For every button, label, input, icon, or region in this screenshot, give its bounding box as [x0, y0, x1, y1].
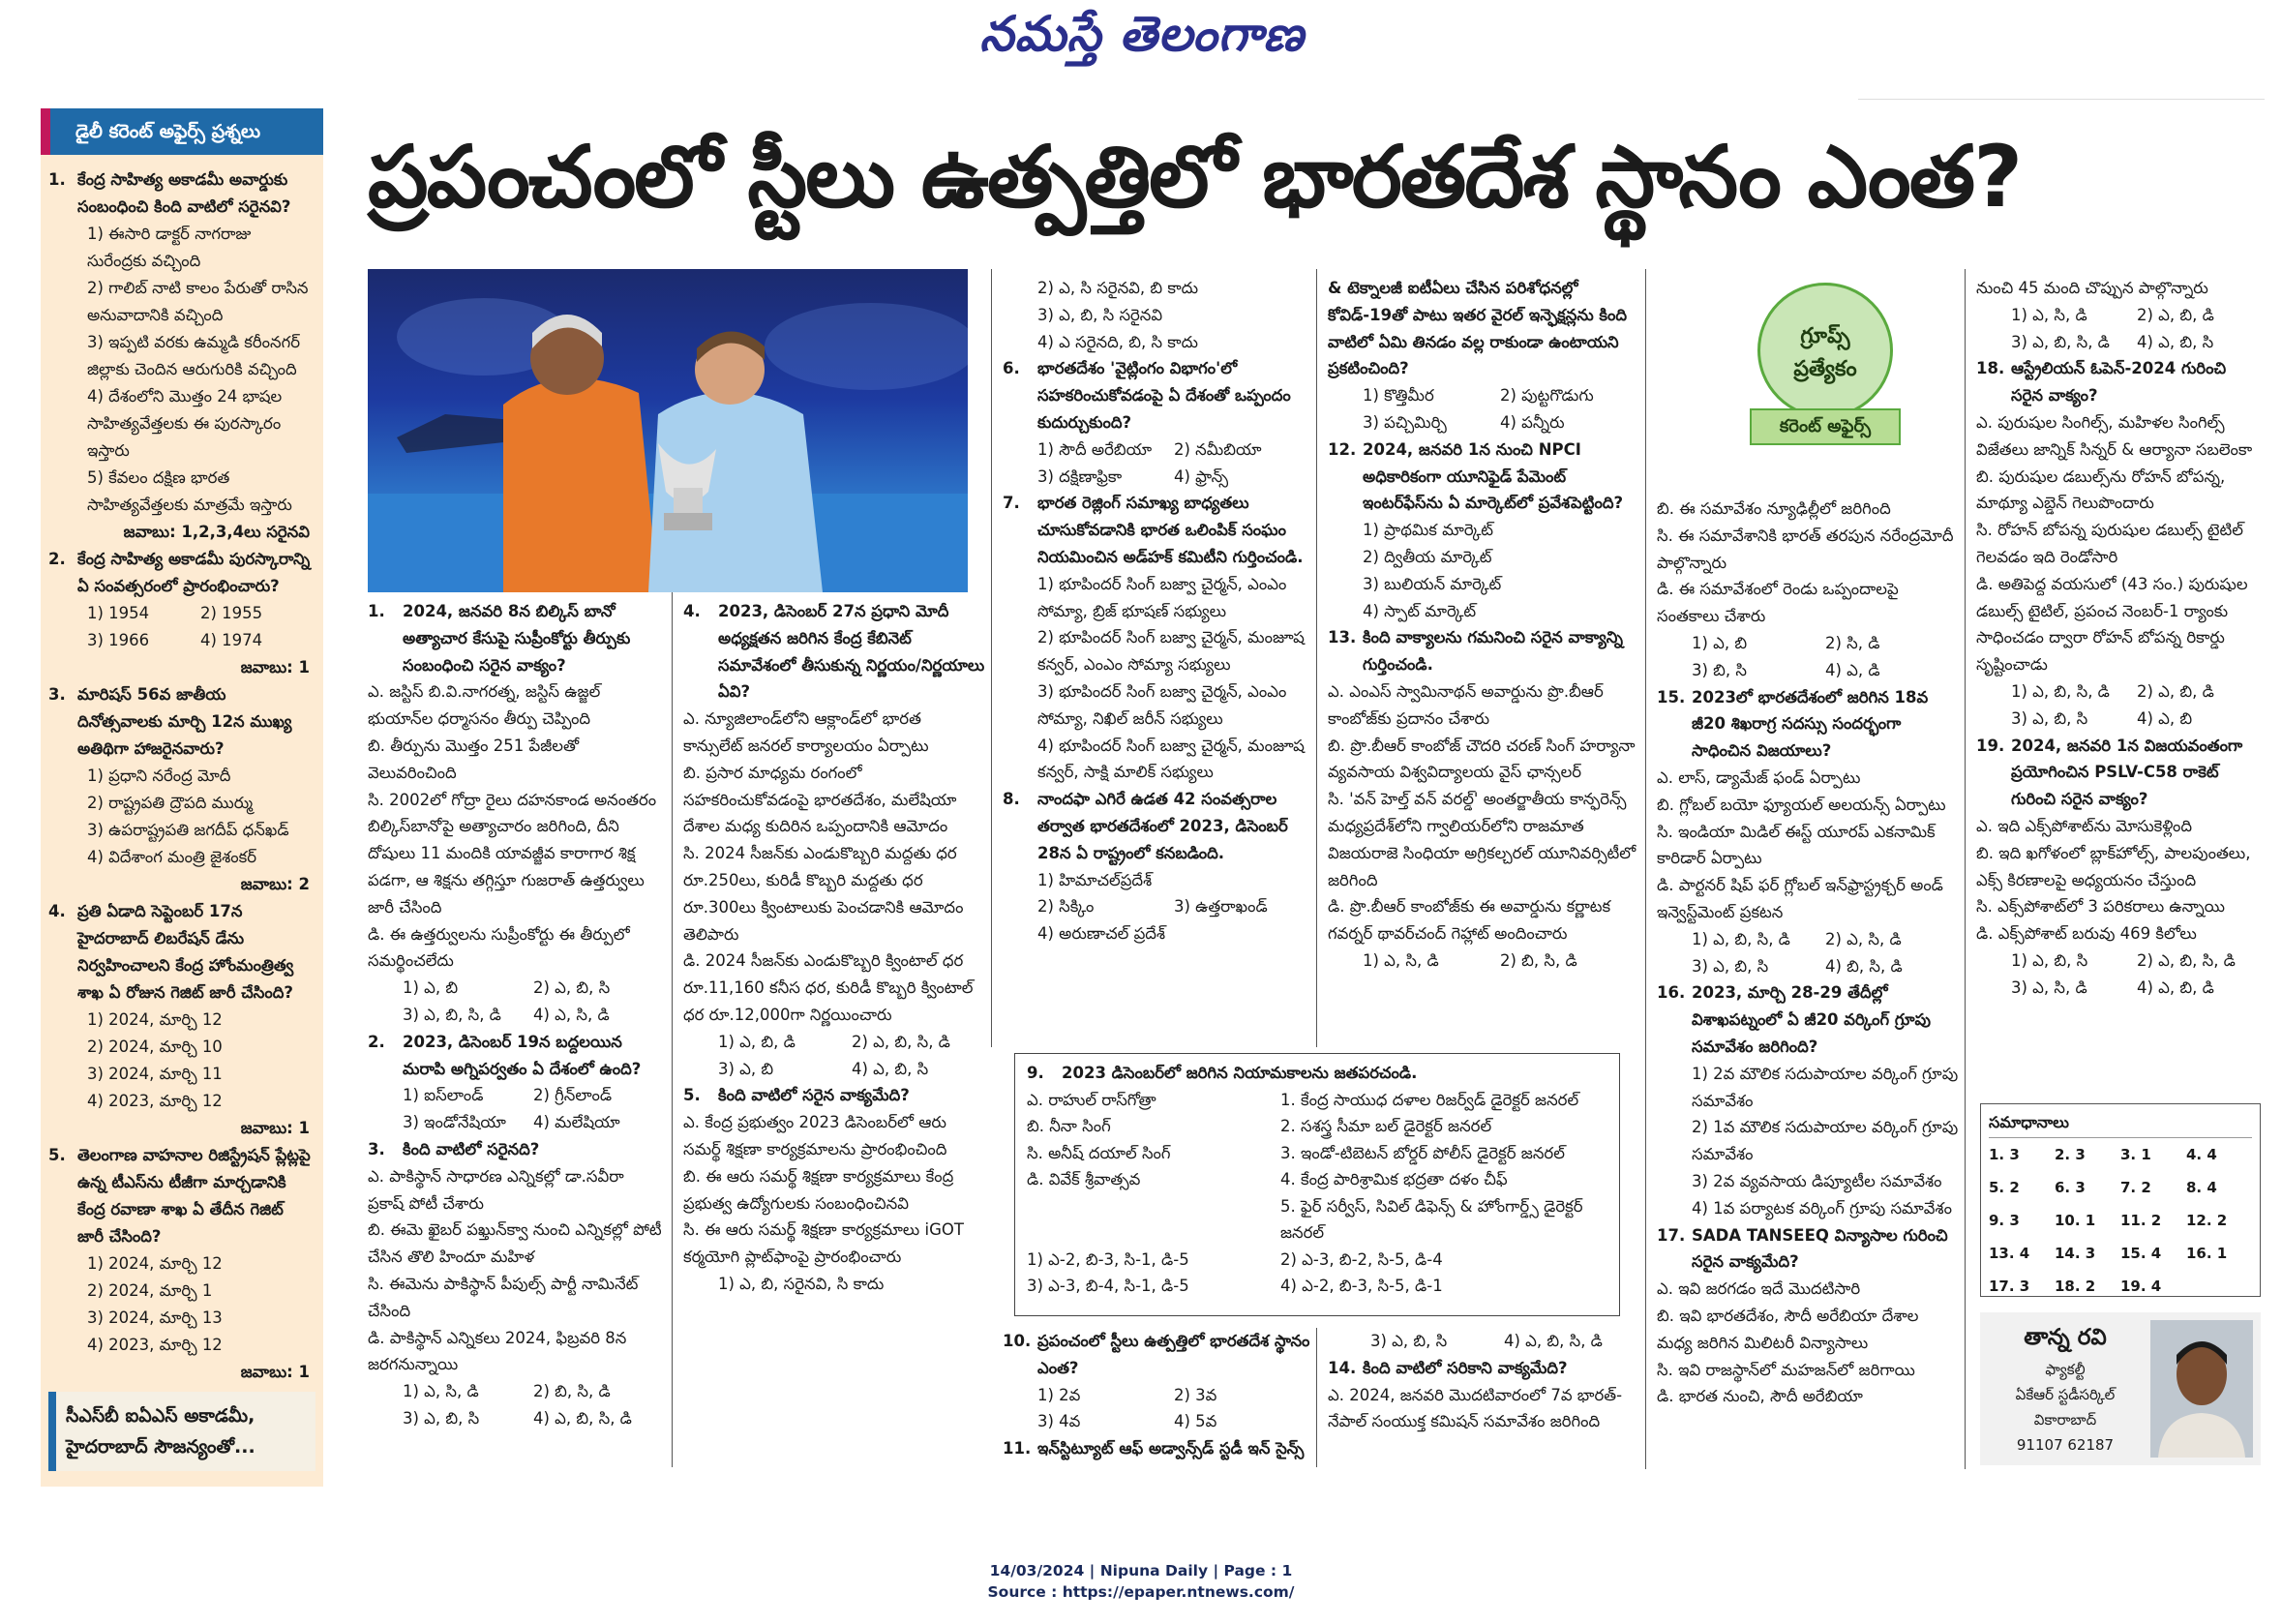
answer-item: 9. 3 [1989, 1212, 2020, 1229]
article-column: బి. ఈ సమావేశం న్యూఢిల్లీలో జరిగింది సి. ఈ సమావేశానికి భారత్ తరపున నరేంద్రమోదీ పాల్గొన్నారు డి. ఈ సమావేశంలో రెండు ఒప్పందాలపై సంతకాలు చేశారు 1) ఎ, బి 2) సి, డి 3) బి, సి 4) ఎ, డి 15. 2023లో భారతదేశంలో జరిగిన 18వ జీ20 శిఖరాగ్ర సదస్సు సందర్భంగా సాధించిన విజయాలు? ఎ. లాస్, డ్యామేజ్ ఫండ్ ఏర్పాటు బి. గ్లోబల్ బయో ఫ్యూయల్ అలయన్స్ ఏర్పాటు సి. ఇండియా మిడిల్ ఈస్ట్ యూరప్ ఎకనామిక్ కారిడార్ ఏర్పాటు డి. పార్టనర్ షిప్ ఫర్ గ్లోబల్ ఇన్‌ఫ్రాస్ట్రక్చర్ అండ్ ఇన్వెస్ట్‌మెంట్ ప్రకటన 1) ఎ, బి, సి, డి 2) ఎ, సి, డి 3) ఎ, బి, సి 4) బి, సి, డి 16. 2023, మార్చి 28-29 తేదీల్లో విశాఖపట్నంలో ఏ జీ20 వర్కింగ్ గ్రూపు సమావేశం జరిగింది? 1) 2వ మౌలిక సదుపాయాల వర్కింగ్ గ్రూపు సమావేశం 2) 1వ మౌలిక సదుపాయాల వర్కింగ్ గ్రూపు సమావేశం 3) 2వ వ్యవసాయ డిప్యూటీల సమావేశం 4) 1వ పర్యాటక వర్కింగ్ గ్రూపు సమావేశం 17. SADA TANSEEQ విన్యాసాల గురించి సరైన వాక్యమేది? ఎ. ఇవి జరగడం ఇదే మొదటిసారి బి. ఇవి భారతదేశం, సౌదీ అరేబియా దేశాల మధ్య జరిగిన మిలిటరీ విన్యాసాలు సి. ఇవి రాజస్థాన్‌లో మహజన్‌లో జరిగాయి డి. భారత నుంచి, సౌదీ అరేబియా [1657, 499, 1959, 1406]
answer-item: 13. 4 [1989, 1245, 2030, 1262]
top-rule [1858, 99, 2265, 100]
sidebar-title: డైలీ కరెంట్ అఫైర్స్ ప్రశ్నలు [41, 108, 323, 155]
answer-item [2186, 1270, 2252, 1303]
footer-date-line: 14/03/2024 | Nipuna Daily | Page : 1 [989, 1562, 1293, 1579]
sidebar-credit [48, 1392, 315, 1471]
answer-item: 18. 2 [2055, 1278, 2096, 1295]
sidebar-question: 1. కేంద్ర సాహిత్య అకాడమీ అవార్డుకు సంబంధించి కింది వాటిలో సరైనవి? [48, 170, 291, 216]
answer-item: 17. 3 [1989, 1278, 2030, 1295]
author-box [1980, 1312, 2261, 1465]
article-column: 3) ఎ, బి, సి 4) ఎ, బి, సి, డి 14. కింది వాటిలో సరికాని వాక్యమేది? ఎ. 2024, జనవరి మొదటివారంలో 7వ భారత్-నేపాల్ సంయుక్త కమిషన్ సమావేశం జరిగింది [1328, 1332, 1623, 1431]
column-rule [1316, 269, 1317, 1047]
answer-item: 12. 2 [2186, 1212, 2228, 1229]
sidebar-daily-questions [41, 108, 323, 1487]
sidebar-question-list: 1. కేంద్ర సాహిత్య అకాడమీ అవార్డుకు సంబంధించి కింది వాటిలో సరైనవి? 1) ఈసారి డాక్టర్ నాగరాజు సురేంద్రకు వచ్చింది 2) గాలిబ్ నాటి కాలం పేరుతో రాసిన అనువాదానికి వచ్చింది 3) ఇప్పటి వరకు ఉమ్మడి కరీంనగర్ జిల్లాకు చెందిన ఆరుగురికి వచ్చింది 4) దేశంలోని మొత్తం 24 భాషల సాహిత్యవేత్తలకు ఈ పురస్కారం ఇస్తారు 5) కేవలం దక్షిణ భారత సాహిత్యవేత్తలకు మాత్రమే ఇస్తారు జవాబు: 1,2,3,4లు సరైనవి 2. కేంద్ర సాహిత్య అకాడమీ పురస్కారాన్ని ఏ సంవత్సరంలో ప్రారంభించారు? 1) 1954 2) 1955 3) 1966 4) 1974 జవాబు: 1 3. మారిషస్ 56వ జాతీయ దినోత్సవాలకు మార్చి 12న ముఖ్య అతిథిగా హాజరైనవారు? 1) ప్రధాని నరేంద్ర మోదీ 2) రాష్ట్రపతి ద్రౌపది ముర్ము 3) ఉపరాష్ట్రపతి జగదీప్ ధన్‌ఖడ్ 4) విదేశాంగ మంత్రి జైశంకర్ జవాబు: 2 4. ప్రతి ఏడాది సెప్టెంబర్ 17న హైదరాబాద్ లిబరేషన్ డేను నిర్వహించాలని కేంద్ర హోంమంత్రిత్వ శాఖ ఏ రోజున గెజిట్ జారీ చేసింది? 1) 2024, మార్చి 12 2) 2024, మార్చి 10 3) 2024, మార్చి 11 4) 2023, మార్చి 12 జవాబు: 1 5. తెలంగాణ వాహనాల రిజిస్ట్రేషన్ ప్లేట్లపై ఉన్న టీఎస్‌ను టీజీగా మార్చడానికి కేంద్ర రవాణా శాఖ ఏ తేదీన గెజిట్ జారీ చేసింది? 1) 2024, మార్చి 12 2) 2024, మార్చి 1 3) 2024, మార్చి 13 4) 2023, మార్చి 12 జవాబు: 1 [41, 155, 323, 1386]
article-column: 4. 2023, డిసెంబర్ 27న ప్రధాని మోదీ అధ్యక్షతన జరిగిన కేంద్ర కేబినెట్ సమావేశంలో తీసుకున్న నిర్ణయం/నిర్ణయాలు ఏవి? ఎ. న్యూజిలాండ్‌లోని ఆక్లాండ్‌లో భారత కాన్సులేట్ జనరల్ కార్యాలయం ఏర్పాటు బి. ప్రసార మాధ్యమ రంగంలో సహకరించుకోవడంపై భారతదేశం, మలేషియా దేశాల మధ్య కుదిరిన ఒప్పందానికి ఆమోదం సి. 2024 సీజన్‌కు ఎండుకొబ్బరి మద్దతు ధర రూ.250లు, కురిడీ కొబ్బరి మద్దతు ధర రూ.300లు క్వింటాలుకు పెంచడానికి ఆమోదం తెలిపారు డి. 2024 సీజన్‌కు ఎండుకొబ్బరి క్వింటాల్ ధర రూ.11,160 కనీస ధర, కురిడీ కొబ్బరి క్వింటాల్ ధర రూ.12,000గా నిర్ణయించారు 1) ఎ, బి, డి 2) ఎ, బి, సి, డి 3) ఎ, బి 4) ఎ, బి, సి 5. కింది వాటిలో సరైన వాక్యమేది? ఎ. కేంద్ర ప్రభుత్వం 2023 డిసెంబర్‌లో ఆరు సమర్థ్ శిక్షణా కార్యక్రమాలను ప్రారంభించింది బి. ఈ ఆరు సమర్థ్ శిక్షణా కార్యక్రమాలు కేంద్ర ప్రభుత్వ ఉద్యోగులకు సంబంధించినవి సి. ఈ ఆరు సమర్థ్ శిక్షణా కార్యక్రమాలు iGOT కర్మయోగి ప్లాట్‌ఫాంపై ప్రారంభించారు 1) ఎ, బి, సరైనవి, సి కాదు [683, 602, 985, 1293]
answer-item: 5. 2 [1989, 1179, 2020, 1196]
article-column: 10. ప్రపంచంలో స్టీలు ఉత్పత్తిలో భారతదేశ స్థానం ఎంత? 1) 2వ 2) 3వ 3) 4వ 4) 5వ 11. ఇన్‌స్టిట్యూట్ ఆఫ్ అడ్వాన్స్‌డ్ స్టడీ ఇన్ సైన్స్ [1003, 1332, 1310, 1459]
author-role: ఫ్యాకల్టీ [2045, 1361, 2086, 1378]
answer-item: 11. 2 [2120, 1212, 2162, 1229]
match-question-box: 9. 2023 డిసెంబర్‌లో జరిగిన నియామకాలను జతపరచండి. ఎ. రాహుల్ రాస్‌గోత్రా 1. కేంద్ర సాయుధ దళాల రిజర్వ్‌డ్ డైరెక్టర్ జనరల్ బి. నీనా సింగ్ 2. సశస్త్ర సీమా బల్ డైరెక్టర్ జనరల్ సి. అనీష్ దయాల్ సింగ్ 3. ఇండో-టిబెటన్ బోర్డర్ పోలీస్ డైరెక్టర్ జనరల్ డి. వివేక్ శ్రీవాత్సవ 4. కేంద్ర పారిశ్రామిక భద్రతా దళం చీఫ్ 5. ఫైర్ సర్వీస్, సివిల్ డిఫెన్స్ & హోంగార్డ్స్ డైరెక్టర్ జనరల్ 1) ఎ-2, బి-3, సి-1, డి-5 2) ఎ-3, బి-2, సి-5, డి-4 3) ఎ-3, బి-4, సి-1, డి-5 4) ఎ-2, బి-3, సి-5, డి-1 [1014, 1053, 1620, 1316]
sidebar-question: 2. కేంద్ర సాహిత్య అకాడమీ పురస్కారాన్ని ఏ సంవత్సరంలో ప్రారంభించారు? [48, 550, 311, 595]
article-column: 2) ఎ, సి సరైనవి, బి కాదు 3) ఎ, బి, సి సరైనవి 4) ఎ సరైనది, బి, సి కాదు 6. భారతదేశం 'వైట్లింగం విభాగం'లో సహకరించుకోవడంపై ఏ దేశంతో ఒప్పందం కుదుర్చుకుంది? 1) సౌదీ అరేబియా 2) నమీబియా 3) దక్షిణాఫ్రికా 4) ఫ్రాన్స్ 7. భారత రెజ్లింగ్ సమాఖ్య బాధ్యతలు చూసుకోవడానికి భారత ఒలింపిక్ సంఘం నియమించిన అడ్‌హక్ కమిటీని గుర్తించండి. 1) భూపిందర్ సింగ్ బజ్వా చైర్మన్, ఎంఎం సోమ్యా, బ్రిజ్ భూషణ్ సభ్యులు 2) భూపిందర్ సింగ్ బజ్వా చైర్మన్, మంజూష కన్వర్, ఎంఎం సోమ్యా సభ్యులు 3) భూపిందర్ సింగ్ బజ్వా చైర్మన్, ఎంఎం సోమ్యా, నిఖిల్ జరీన్ సభ్యులు 4) భూపిందర్ సింగ్ బజ్వా చైర్మన్, మంజూష కన్వర్, సాక్షి మాలిక్ సభ్యులు 8. నాందఫా ఎగిరే ఉడత 42 సంవత్సరాల తర్వాత భారతదేశంలో 2023, డిసెంబర్ 28న ఏ రాష్ట్రంలో కనబడింది. 1) హిమాచల్‌ప్రదేశ్ 2) సిక్కిం 3) ఉత్తరాఖండ్ 4) అరుణాచల్ ప్రదేశ్ [1003, 279, 1305, 944]
article-column: & టెక్నాలజీ ఐటీఏలు చేసిన పరిశోధనల్లో కోవిడ్-19తో పాటు ఇతర వైరల్ ఇన్ఫెక్షన్లను కింది వాటిలో ఏమి తినడం వల్ల రాకుండా ఉంటాయని ప్రకటించింది? 1) కొత్తిమీర 2) పుట్టగొడుగు 3) పచ్చిమిర్చి 4) పన్నీరు 12. 2024, జనవరి 1న నుంచి NPCI అధికారికంగా యూనిఫైడ్ పేమెంట్ ఇంటర్‌ఫేస్‌ను ఏ మార్కెట్‌లో ప్రవేశపెట్టింది? 1) ప్రాథమిక మార్కెట్ 2) ద్వితీయ మార్కెట్ 3) బులియన్ మార్కెట్ 4) స్పాట్ మార్కెట్ 13. కింది వాక్యాలను గమనించి సరైన వాక్యాన్ని గుర్తించండి. ఎ. ఎంఎస్ స్వామినాథన్ అవార్డును ప్రొ.బీఆర్ కాంబోజ్‌కు ప్రదానం చేశారు బి. ప్రొ.బీఆర్ కాంబోజ్ చౌదరి చరణ్ సింగ్ హర్యానా వ్యవసాయ విశ్వవిద్యాలయ వైస్ ఛాన్సలర్ సి. 'వన్ హెల్త్ వన్ వరల్డ్' అంతర్జాతీయ కాన్ఫరెన్స్ మధ్యప్రదేశ్‌లోని గ్వాలియర్‌లోని రాజమాత విజయరాజె సింధియా అగ్రికల్చరల్ యూనివర్సిటీలో జరిగింది డి. ప్రొ.బీఆర్ కాంబోజ్‌కు ఈ అవార్డును కర్ణాటక గవర్నర్ థావర్‌చంద్ గెహ్లాట్ అందించారు 1) ఎ, సి, డి 2) బి, సి, డి [1328, 279, 1636, 970]
author-name: తాన్న రవి [2024, 1325, 2107, 1350]
author-photo [2150, 1320, 2253, 1458]
answer-item: 15. 4 [2120, 1245, 2162, 1262]
author-phone: 91107 62187 [2016, 1436, 2115, 1454]
answer-item: 3. 1 [2120, 1146, 2151, 1163]
column-rule [672, 592, 673, 1467]
answer-item: 16. 1 [2186, 1245, 2228, 1262]
badge-ribbon: కరెంట్ అఫైర్స్ [1750, 408, 1901, 445]
page-footer [0, 1560, 2282, 1603]
sidebar-question: 5. తెలంగాణ వాహనాల రిజిస్ట్రేషన్ ప్లేట్లపై ఉన్న టీఎస్‌ను టీజీగా మార్చడానికి కేంద్ర రవాణా శాఖ ఏ తేదీన గెజిట్ జారీ చేసింది? [48, 1146, 311, 1246]
answer-item: 14. 3 [2055, 1245, 2096, 1262]
answer-item: 2. 3 [2055, 1146, 2086, 1163]
group-special-badge [1750, 283, 1901, 457]
column-rule [1316, 1328, 1317, 1467]
column-rule [1645, 269, 1646, 1469]
answers-grid [1989, 1138, 2252, 1303]
answer-item: 6. 3 [2055, 1179, 2086, 1196]
sidebar-question: 4. ప్రతి ఏడాది సెప్టెంబర్ 17న హైదరాబాద్ లిబరేషన్ డేను నిర్వహించాలని కేంద్ర హోంమంత్రిత్వ శాఖ ఏ రోజున గెజిట్ జారీ చేసింది? [48, 902, 294, 1002]
tennis-trophy-photo [368, 269, 968, 592]
credit-line: సీఎస్‌బీ ఐఏఎస్ అకాడమీ, [66, 1405, 255, 1427]
column-rule [1965, 269, 1966, 1469]
credit-line: హైదరాబాద్ సౌజన్యంతో... [66, 1436, 255, 1458]
answers-box [1980, 1103, 2261, 1297]
answer-item: 10. 1 [2055, 1212, 2096, 1229]
article-column: నుంచి 45 మంది చొప్పున పాల్గొన్నారు 1) ఎ, సి, డి 2) ఎ, బి, డి 3) ఎ, బి, సి, డి 4) ఎ, బి, సి 18. ఆస్ట్రేలియన్ ఓపెన్-2024 గురించి సరైన వాక్యం? ఎ. పురుషుల సింగిల్స్, మహిళల సింగిల్స్ విజేతలు జాన్నిక్ సిన్నర్ & ఆర్యానా సబలెంకా బి. పురుషుల డబుల్స్‌ను రోహన్ బోపన్న, మాథ్యూ ఎబ్డెన్ గెలుపొందారు సి. రోహన్ బోపన్న పురుషుల డబుల్స్ టైటిల్ గెలవడం ఇది రెండోసారి డి. అతిపెద్ద వయసులో (43 సం.) పురుషుల డబుల్స్ టైటిల్, ప్రపంచ నెంబర్-1 ర్యాంకు సాధించడం ద్వారా రోహన్ బోపన్న రికార్డు సృష్టించాడు 1) ఎ, బి, సి, డి 2) ఎ, బి, డి 3) ఎ, బి, సి 4) ఎ, బి 19. 2024, జనవరి 1న విజయవంతంగా ప్రయోగించిన PSLV-C58 రాకెట్ గురించి సరైన వాక్యం? ఎ. ఇది ఎక్స్‌పోశాట్‌ను మోసుకెళ్లింది బి. ఇది ఖగోళంలో బ్లాక్‌హోల్స్, పాలపుంతలు, ఎక్స్ కిరణాలపై అధ్యయనం చేస్తుంది సి. ఎక్స్‌పోశాట్‌లో 3 పరికరాలు ఉన్నాయి డి. ఎక్స్‌పోశాట్ బరువు 469 కిలోలు 1) ఎ, బి, సి 2) ఎ, బి, సి, డి 3) ఎ, సి, డి 4) ఎ, బి, డి [1976, 279, 2253, 997]
photo-illustration [368, 269, 968, 592]
answer-item: 1. 3 [1989, 1146, 2020, 1163]
answers-title: సమాధానాలు [1989, 1108, 2252, 1138]
footer-source-line: Source : https://epaper.ntnews.com/ [987, 1583, 1295, 1601]
article-column: 1. 2024, జనవరి 8న బిల్కిస్ బానో అత్యాచార కేసుపై సుప్రీంకోర్టు తీర్పుకు సంబంధించి సరైన వాక్యం? ఎ. జస్టిస్ బి.వి.నాగరత్న, జస్టిస్ ఉజ్జల్ భుయాన్‌ల ధర్మాసనం తీర్పు చెప్పింది బి. తీర్పును మొత్తం 251 పేజీలతో వెలువరించింది సి. 2002లో గోద్రా రైలు దహనకాండ అనంతరం బిల్కిస్‌బానోపై అత్యాచారం జరిగింది, దీని దోషులు 11 మందికి యావజ్జీవ కారాగార శిక్ష పడగా, ఆ శిక్షను తగ్గిస్తూ గుజరాత్ ఉత్తర్వులు జారీ చేసింది డి. ఈ ఉత్తర్వులను సుప్రీంకోర్టు ఈ తీర్పులో సమర్థించలేదు 1) ఎ, బి 2) ఎ, బి, సి 3) ఎ, బి, సి, డి 4) ఎ, సి, డి 2. 2023, డిసెంబర్ 19న బద్దలయిన మరాపి అగ్నిపర్వతం ఏ దేశంలో ఉంది? 1) ఐస్‌లాండ్ 2) గ్రీన్‌లాండ్ 3) ఇండోనేషియా 4) మలేషియా 3. కింది వాటిలో సరైనది? ఎ. పాకిస్థాన్ సాధారణ ఎన్నికల్లో డా.సవీరా ప్రకాష్ పోటీ చేశారు బి. ఈమె ఖైబర్ పఖ్తున్‌క్వా నుంచి ఎన్నికల్లో పోటీ చేసిన తొలి హిందూ మహిళ సి. ఈమెను పాకిస్థాన్ పీపుల్స్ పార్టీ నామినేట్ చేసింది డి. పాకిస్థాన్ ఎన్నికలు 2024, ఫిబ్రవరి 8న జరగనున్నాయి 1) ఎ, సి, డి 2) బి, సి, డి 3) ఎ, బి, సి 4) ఎ, బి, సి, డి [368, 602, 662, 1428]
badge-circle: గ్రూప్స్ ప్రత్యేకం [1757, 283, 1893, 418]
sidebar-question: 3. మారిషస్ 56వ జాతీయ దినోత్సవాలకు మార్చి 12న ముఖ్య అతిథిగా హాజరైనవారు? [48, 685, 292, 758]
author-place: వికారాబాద్ [2033, 1411, 2097, 1429]
page-headline: ప్రపంచంలో స్టీలు ఉత్పత్తిలో భారతదేశ స్థానం ఎంత? [368, 127, 2022, 226]
answer-item: 8. 4 [2186, 1179, 2217, 1196]
answer-item: 19. 4 [2120, 1278, 2162, 1295]
answer-item: 4. 4 [2186, 1146, 2217, 1163]
column-rule [991, 269, 992, 1047]
author-org: ఏకేఆర్ స్టడీసర్కిల్ [2015, 1386, 2116, 1403]
masthead-logo: నమస్తే తెలంగాణ [979, 5, 1305, 62]
answer-item: 7. 2 [2120, 1179, 2151, 1196]
